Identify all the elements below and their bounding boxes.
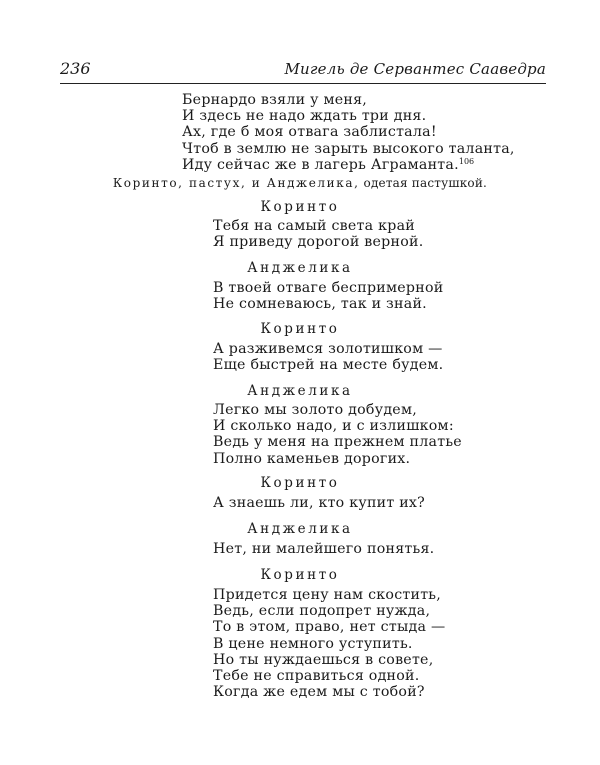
speaker-name: Коринто [260,567,340,583]
stage-direction-note: одетая пастушкой. [363,176,488,190]
running-title: Мигель де Сервантес Сааведра [284,60,546,78]
speech-line: А знаешь ли, кто купит их? [213,495,426,511]
speech-line: Когда же едем мы с тобой? [213,684,425,701]
stage-direction [0,176,600,190]
speech-line: Легко мы золото добудем, [213,402,418,418]
speaker-name: Коринто [260,199,340,215]
speaker-name: Анджелика [247,383,353,399]
speech-line: Но ты нуждаешься в совете, [213,651,434,668]
speaker-name: Коринто [260,475,340,491]
speech-block [213,587,445,700]
speaker-name: Анджелика [247,521,353,537]
speech-line: Полно каменьев дорогих. [213,450,411,467]
speech-line: Еще быстрей на месте будем. [213,357,444,374]
footnote-reference: 106 [458,156,475,166]
speech-line: Ведь у меня на прежнем платье [213,434,462,451]
speech-line: И сколько надо, и с излишком: [213,418,454,435]
speech-line: Придется цену нам скостить, [213,587,442,603]
verse-line: Ах, где б моя отвага заблистала! [182,124,437,141]
speech-line: Тебе не справиться одной. [213,668,420,685]
speech-line: Нет, ни малейшего понятья. [213,541,435,557]
speaker-name: Анджелика [247,260,353,276]
speech-line: В твоей отваге беспримерной [213,280,444,296]
speech-block [213,402,462,467]
speech-block [213,541,434,557]
verse-line: Чтоб в землю не зарыть высокого таланта, [182,140,515,157]
opening-verse [182,92,515,173]
speech-block [213,218,423,250]
speaker-name: Коринто [260,321,340,337]
speech-block [213,280,443,312]
verse-line: И здесь не надо ждать три дня. [182,108,427,125]
verse-line: Бернардо взяли у меня, [182,92,368,108]
speech-line: В цене немного уступить. [213,635,413,652]
speech-block [213,495,425,511]
speech-line: А разживемся золотишком — [213,341,443,357]
speech-block [213,341,443,373]
stage-direction-characters: Коринто, пастух, и Анджелика, [112,176,360,190]
speech-line: То в этом, право, нет стыда — [213,619,446,636]
verse-line-with-footnote [182,157,515,173]
speech-line: Тебя на самый света край [213,218,415,234]
page-header [60,57,546,84]
speech-line: Не сомневаюсь, так и знай. [213,296,427,313]
page-number: 236 [60,59,91,78]
speech-line: Я приведу дорогой верной. [213,234,424,251]
verse-line-text: Иду сейчас же в лагерь Аграманта. [182,156,459,173]
speech-line: Ведь, если подопрет нужда, [213,603,431,620]
